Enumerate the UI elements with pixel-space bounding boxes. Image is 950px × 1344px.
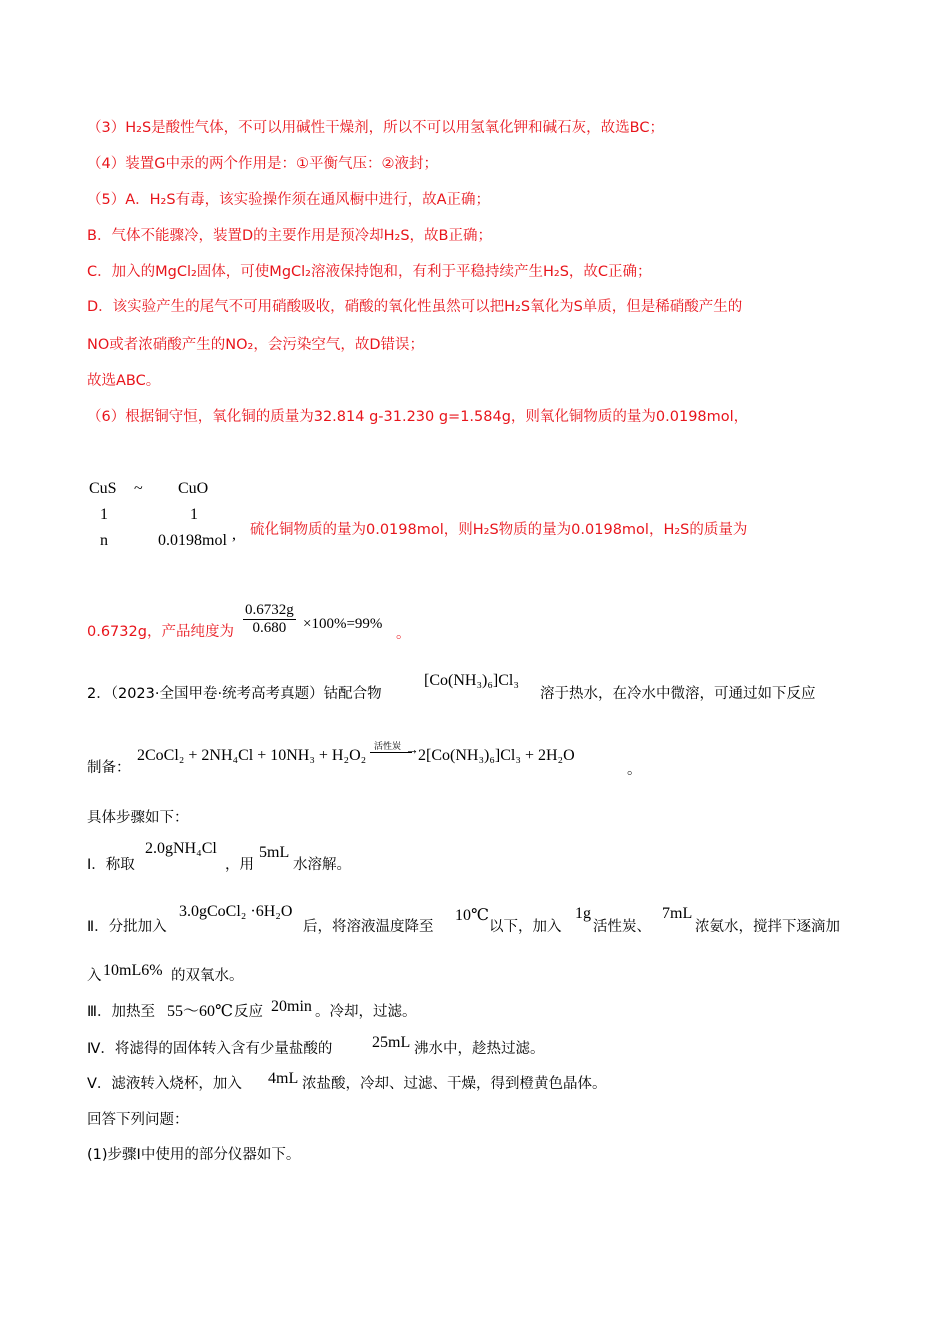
step-5-label: Ⅴ．滤液转入烧杯，加入: [87, 1076, 242, 1092]
step-2-t2: 以下，加入: [489, 919, 562, 935]
calc-cuo-mol: 0.0198mol: [158, 532, 227, 549]
step-3-mid: 反应: [234, 1004, 263, 1020]
step-4-volume: 25mL: [372, 1034, 411, 1051]
calc-cuo-coef: 1: [190, 506, 198, 523]
equation-reactants: 2CoCl₂ + 2NH₄Cl + 10NH₃ + H₂O₂: [137, 747, 367, 764]
answer-part-5d-line2: NO或者浓硝酸产生的NO₂，会污染空气，故D错误；: [87, 337, 424, 353]
step-2-temp: 10℃: [455, 907, 489, 924]
step-2-ammonia-volume: 7mL: [662, 905, 693, 922]
answer-intro: 回答下列问题：: [87, 1112, 189, 1128]
calc-cuo: CuO: [178, 480, 209, 497]
step-5-volume: 4mL: [268, 1070, 299, 1087]
step-2-carbon-mass: 1g: [575, 905, 591, 922]
question-2-stem: 2．（2023·全国甲卷·统考高考真题）钴配合物: [87, 686, 382, 702]
sub-question-1: (1)步骤Ⅰ中使用的部分仪器如下。: [87, 1147, 301, 1163]
step-3-end: 。冷却，过滤。: [315, 1004, 417, 1020]
answer-part-5a: （5）A．H₂S有毒，该实验操作须在通风橱中进行，故A正确；: [87, 192, 490, 208]
fraction-denominator: 0.680: [252, 620, 287, 636]
calc-n: n: [100, 532, 108, 549]
step-2b-post: 的双氧水。: [171, 968, 244, 984]
reaction-arrow-head: →: [405, 743, 419, 758]
answer-part-5d-line1: D．该实验产生的尾气不可用硝酸吸收，硝酸的氧化性虽然可以把H₂S氧化为S单质，但是稀硝酸产生的: [87, 299, 743, 315]
prep-label: 制备：: [87, 760, 131, 776]
answer-part-5-conclusion: 故选ABC。: [87, 373, 161, 389]
question-2-stem-cont: 溶于热水，在冷水中微溶，可通过如下反应: [540, 686, 816, 702]
calc-tilde: ~: [134, 480, 143, 497]
calc-cus-coef: 1: [100, 506, 108, 523]
purity-fraction: [243, 602, 296, 637]
answer-part-6b: 硫化铜物质的量为0.0198mol，则H₂S物质的量为0.0198mol，H₂S的质量为: [250, 522, 748, 538]
calc-comma: ,: [232, 526, 236, 543]
step-4-end: 沸水中，趁热过滤。: [414, 1041, 545, 1057]
purity-result: ×100%=99%: [303, 616, 383, 632]
fraction-numerator: 0.6732g: [245, 602, 294, 618]
equation-end: 。: [627, 762, 642, 778]
step-1-mid: ，用: [225, 857, 254, 873]
step-1-label: Ⅰ．称取: [87, 857, 135, 873]
step-2-t3: 活性炭、: [593, 919, 651, 935]
catalyst-label: 活性炭: [374, 742, 402, 752]
step-2-t4: 浓氨水，搅拌下逐滴加: [695, 919, 840, 935]
answer-part-4: （4）装置G中汞的两个作用是：①平衡气压：②液封；: [87, 156, 438, 172]
step-4-label: Ⅳ．将滤得的固体转入含有少量盐酸的: [87, 1041, 333, 1057]
step-1-mass: 2.0gNH₄Cl: [145, 840, 217, 857]
calc-cus: CuS: [89, 480, 117, 497]
answer-part-5b: B．气体不能骤冷，装置D的主要作用是预冷却H₂S，故B正确；: [87, 228, 492, 244]
step-2-cocl2: 3.0gCoCl₂ ·6H₂O: [179, 903, 293, 920]
step-1-volume: 5mL: [259, 844, 290, 861]
step-3-label: Ⅲ．加热至: [87, 1004, 155, 1020]
cobalt-complex-formula: [Co(NH₃)₆]Cl₃: [424, 672, 519, 689]
purity-end: 。: [396, 626, 411, 642]
equation-products: 2[Co(NH₃)₆]Cl₃ + 2H₂O: [418, 747, 575, 764]
step-5-end: 浓盐酸，冷却、过滤、干燥，得到橙黄色晶体。: [302, 1076, 607, 1092]
purity-text: 0.6732g，产品纯度为: [87, 624, 234, 640]
step-3-time: 20min: [271, 998, 312, 1015]
step-2-t1: 后，将溶液温度降至: [303, 919, 434, 935]
steps-intro: 具体步骤如下：: [87, 810, 189, 826]
step-1-end: 水溶解。: [293, 857, 351, 873]
answer-part-6: （6）根据铜守恒，氧化铜的质量为32.814 g-31.230 g=1.584g，则氧化铜物质的量为0.0198mol，: [87, 409, 749, 425]
step-2b-peroxide: 10mL6%: [103, 962, 163, 979]
step-3-temp-range: 55～60℃: [167, 1003, 233, 1020]
answer-part-5c: C．加入的MgCl₂固体，可使MgCl₂溶液保持饱和，有利于平稳持续产生H₂S，故C正确；: [87, 264, 652, 280]
step-2b-pre: 入: [87, 968, 102, 984]
step-2-label: Ⅱ．分批加入: [87, 919, 167, 935]
answer-part-3: （3）H₂S是酸性气体，不可以用碱性干燥剂，所以不可以用氢氧化钾和碱石灰，故选BC；: [87, 120, 664, 136]
